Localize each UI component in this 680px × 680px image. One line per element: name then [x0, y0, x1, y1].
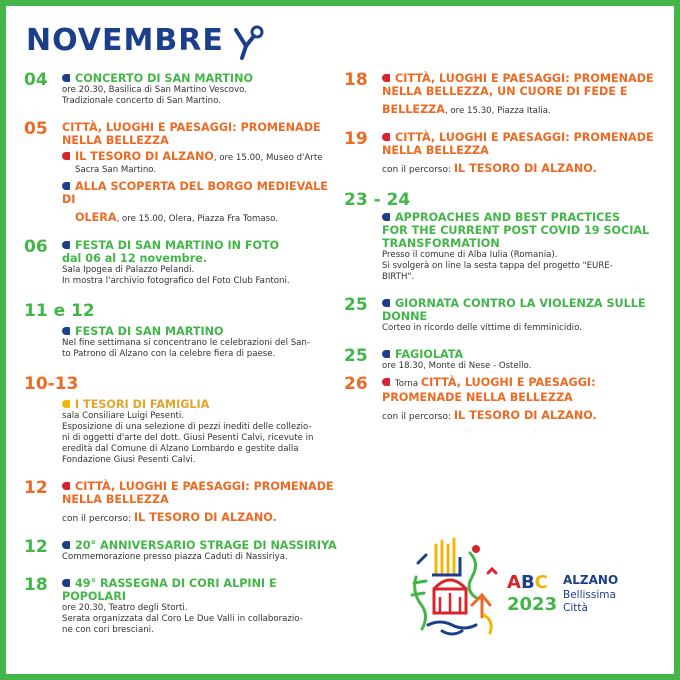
event-desc: BIRTH". — [382, 272, 415, 282]
event-desc: con il percorso: — [382, 165, 454, 175]
event-item — [24, 577, 340, 636]
event-subtitle: OLERA — [75, 211, 117, 224]
event-title: CITTÀ, LUOGHI E PAESAGGI: PROMENADE — [395, 131, 654, 144]
event-date: 19 — [344, 129, 368, 149]
event-date: 05 — [24, 119, 48, 139]
event-title: CONCERTO DI SAN MARTINO — [75, 72, 253, 85]
bullet-icon — [382, 74, 390, 82]
event-desc: Nel fine settimana si concentrano le celebrazioni del San- — [62, 338, 310, 348]
event-desc: ore 20.30, Basilica di San Martino Vescovo. — [62, 85, 247, 95]
event-desc: , ore 15.30, Piazza Italia. — [444, 106, 551, 116]
event-title: NELLA BELLEZZA, UN CUORE DI FEDE E — [382, 85, 628, 98]
event-date: 25 — [344, 295, 368, 315]
event-highlight: IL TESORO DI ALZANO. — [453, 409, 597, 422]
event-title: FESTA DI SAN MARTINO — [75, 325, 224, 338]
event-item — [24, 539, 340, 563]
bullet-icon — [62, 541, 70, 549]
logo-year: 2023 — [507, 594, 558, 615]
event-title: 20° ANNIVERSARIO STRAGE DI NASSIRIYA — [75, 539, 337, 552]
event-subtitle: ALLA SCOPERTA DEL BORGO MEDIEVALE DI — [62, 180, 328, 206]
event-date: 25 — [344, 346, 368, 366]
event-item — [24, 121, 340, 225]
bullet-icon — [62, 482, 70, 490]
event-item — [344, 348, 660, 372]
event-subtitle: IL TESORO DI ALZANO — [75, 150, 214, 163]
event-title: APPROACHES AND BEST PRACTICES — [395, 211, 621, 224]
event-title: GIORNATA CONTRO LA VIOLENZA SULLE — [395, 297, 646, 310]
event-date: 12 — [24, 478, 48, 498]
event-item — [24, 301, 340, 360]
event-desc: con il percorso: — [62, 514, 134, 524]
event-date: 12 — [24, 537, 48, 557]
bullet-icon — [62, 74, 70, 82]
event-item — [24, 374, 340, 466]
event-title: TRANSFORMATION — [382, 237, 500, 250]
event-item — [344, 131, 660, 176]
event-highlight: IL TESORO DI ALZANO. — [133, 511, 277, 524]
logo-tagline: Città — [563, 602, 588, 614]
bullet-icon — [62, 327, 70, 335]
event-title: CITTÀ, LUOGHI E PAESAGGI: PROMENADE — [62, 121, 321, 134]
event-date: 26 — [344, 374, 368, 394]
event-date: 04 — [24, 70, 48, 90]
event-desc: Tradizionale concerto di San Martino. — [62, 96, 221, 106]
event-desc: Corteo in ricordo delle vittime di femminicidio. — [382, 323, 582, 333]
event-date: 18 — [344, 70, 368, 90]
logo-tagline: Bellissima — [563, 589, 616, 601]
event-desc: Commemorazione presso piazza Caduti di Nassiriya. — [62, 552, 288, 562]
event-desc: sala Consiliare Luigi Pesenti. — [62, 411, 185, 421]
bullet-icon — [62, 182, 70, 190]
arrow-mark-icon — [232, 24, 266, 64]
bullet-icon — [62, 241, 70, 249]
event-desc: eredità dal Comune di Alzano Lombardo e gestite dalla — [62, 444, 299, 454]
events-right-column — [344, 72, 660, 437]
event-desc: Fondazione Giusi Pesenti Calvi. — [62, 455, 196, 465]
event-date: 18 — [24, 575, 48, 595]
event-item — [24, 239, 340, 287]
abc-letter: B — [520, 572, 535, 593]
abc-logo-text — [507, 572, 548, 593]
event-date: 11 e 12 — [24, 301, 95, 321]
event-subtitle: dal 06 al 12 novembre. — [62, 252, 208, 265]
event-desc: Torna — [395, 379, 421, 389]
event-title: CITTÀ, LUOGHI E PAESAGGI: PROMENADE — [395, 72, 654, 85]
event-desc: Esposizione di una selezione di pezzi inediti delle collezio- — [62, 422, 312, 432]
event-desc: Presso il comune di Alba Iulia (Romania). — [382, 250, 558, 260]
event-desc: con il percorso: — [382, 412, 454, 422]
event-desc: ore 18.30, Monte di Nese - Ostello. — [382, 361, 532, 371]
event-date: 23 - 24 — [344, 190, 411, 210]
event-item — [344, 190, 660, 283]
event-desc: ne con cori bresciani. — [62, 625, 154, 635]
event-title: FAGIOLATA — [395, 348, 464, 361]
page-title: NOVEMBRE — [26, 23, 224, 58]
event-item — [344, 297, 660, 334]
event-item — [344, 376, 660, 423]
bullet-icon — [382, 299, 390, 307]
event-desc: In mostra l'archivio fotografico del Foto Club Fantoni. — [62, 276, 290, 286]
event-title: NELLA BELLEZZA — [62, 134, 169, 147]
event-desc: , ore 15.00, Olera, Piazza Fra Tomaso. — [116, 214, 278, 224]
event-desc: Si svolgerà on line la sesta tappa del progetto "EURE- — [382, 261, 613, 271]
event-title: 49° RASSEGNA DI CORI ALPINI E POPOLARI — [62, 577, 277, 603]
event-desc: to Patrono di Alzano con la celebre fiera di paese. — [62, 349, 276, 359]
bullet-icon — [382, 213, 390, 221]
event-title: I TESORI DI FAMIGLIA — [75, 398, 210, 411]
event-title: FOR THE CURRENT POST COVID 19 SOCIAL — [382, 224, 650, 237]
bullet-icon — [62, 152, 70, 160]
event-item — [344, 72, 660, 117]
bullet-icon — [62, 400, 70, 408]
event-item — [24, 72, 340, 107]
event-title: FESTA DI SAN MARTINO IN FOTO — [75, 239, 280, 252]
event-date: 10-13 — [24, 374, 79, 394]
event-title: BELLEZZA — [382, 103, 445, 116]
event-title: CITTÀ, LUOGHI E PAESAGGI: PROMENADE — [75, 480, 334, 493]
logo-city: ALZANO — [563, 573, 619, 587]
bullet-icon — [62, 579, 70, 587]
event-desc: ni di oggetti d'arte del dott. Giusi Pesenti Calvi, ricevute in — [62, 433, 314, 443]
event-desc: Sacra San Martino. — [75, 165, 157, 175]
event-desc: Sala Ipogea di Palazzo Pelandi. — [62, 265, 195, 275]
abc-letter: C — [534, 572, 548, 593]
bullet-icon — [382, 378, 390, 386]
event-date: 06 — [24, 237, 48, 257]
event-title: NELLA BELLEZZA — [382, 144, 489, 157]
events-left-column — [24, 72, 340, 650]
abc-letter: A — [507, 572, 521, 593]
event-desc: ore 20.30, Teatro degli Storti. — [62, 603, 188, 613]
event-desc: Serata organizzata dal Coro Le Due Valli in collaborazio- — [62, 614, 303, 624]
event-highlight: IL TESORO DI ALZANO. — [453, 162, 597, 175]
event-title: PROMENADE NELLA BELLEZZA — [382, 391, 573, 404]
bullet-icon — [382, 133, 390, 141]
event-title: NELLA BELLEZZA — [62, 493, 169, 506]
bullet-icon — [382, 350, 390, 358]
event-desc: , ore 15.00, Museo d'Arte — [213, 153, 323, 163]
event-item — [24, 480, 340, 525]
event-title: CITTÀ, LUOGHI E PAESAGGI: — [420, 376, 596, 389]
event-title: DONNE — [382, 310, 428, 323]
alzano-illustration-logo — [406, 533, 500, 643]
